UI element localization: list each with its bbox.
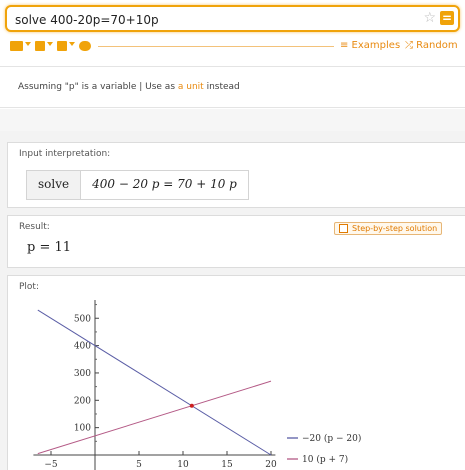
- x-tick-label: 5: [136, 460, 142, 470]
- series-line-1: [38, 310, 271, 455]
- interpretation-command: solve: [27, 171, 81, 199]
- legend-label-2: 10 (p + 7): [302, 455, 349, 465]
- y-tick-label: 400: [73, 341, 91, 352]
- random-link[interactable]: ⤮ Random: [405, 40, 458, 51]
- y-tick-label: 100: [73, 423, 91, 434]
- pod-title: Plot:: [19, 282, 39, 292]
- result-value: p = 11: [27, 240, 72, 255]
- x-tick-label: 20: [265, 460, 277, 470]
- examples-link[interactable]: ≡ Examples: [340, 40, 401, 51]
- assumption-prefix: Assuming "p" is a variable | Use as: [18, 82, 178, 92]
- x-tick-label: 15: [221, 460, 233, 470]
- y-tick-label: 500: [73, 314, 91, 325]
- x-tick-label: 10: [177, 460, 189, 470]
- use-as-unit-link[interactable]: a unit: [177, 82, 204, 92]
- assumption-suffix: instead: [203, 82, 240, 92]
- x-tick-label: −5: [44, 460, 58, 470]
- y-tick-label: 200: [73, 396, 91, 407]
- step-by-step-label: Step-by-step solution: [352, 224, 438, 233]
- interpretation-equation: 400 − 20 p = 70 + 10 p: [92, 177, 237, 191]
- pod-title: Result:: [19, 222, 50, 232]
- y-tick-label: 300: [73, 368, 91, 379]
- pod-title: Input interpretation:: [19, 149, 111, 159]
- star-icon[interactable]: ☆: [423, 10, 436, 26]
- legend-label-1: −20 (p − 20): [302, 434, 362, 444]
- equal-icon[interactable]: =: [441, 11, 453, 25]
- series-line-2: [38, 381, 271, 453]
- intersection-point: [190, 404, 194, 408]
